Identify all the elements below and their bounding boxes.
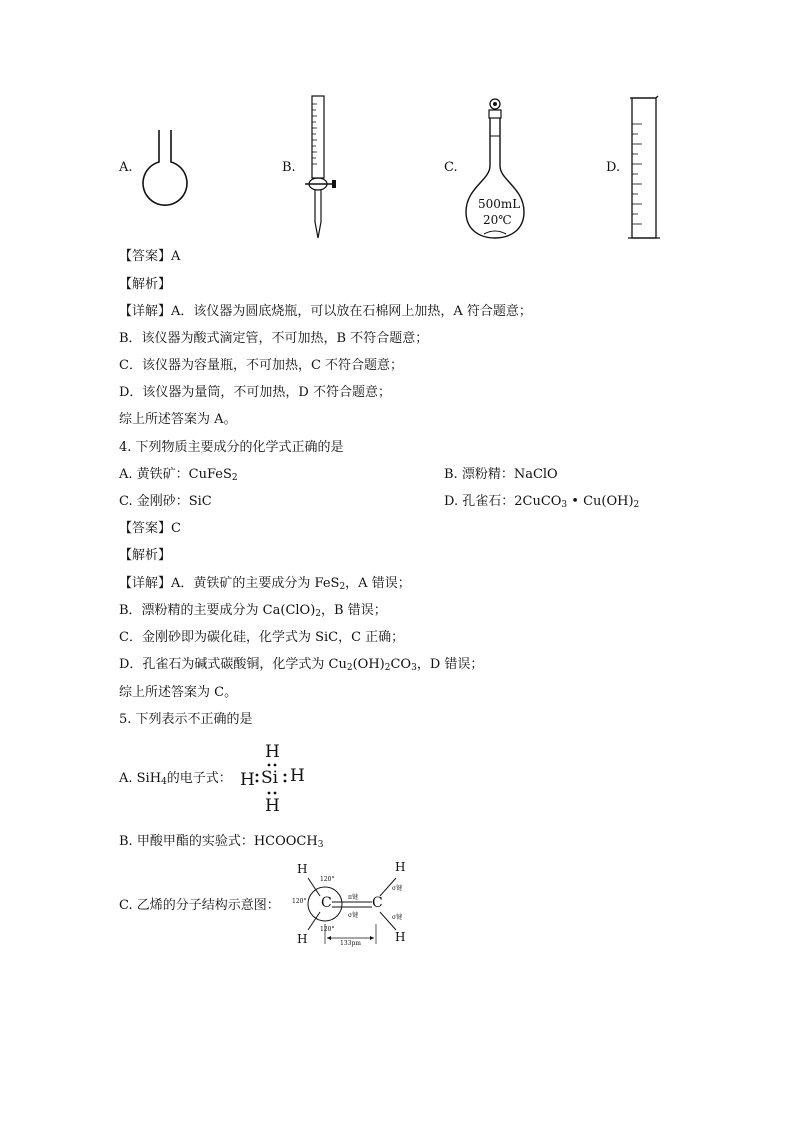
q4-summary: 综上所述答案为 C。 <box>119 685 238 700</box>
q5-stem: 5. 下列表示不正确的是 <box>119 712 253 727</box>
ethylene-carbon-right: C <box>372 895 383 911</box>
ethylene-bonds <box>292 858 412 950</box>
q3-summary: 综上所述答案为 A。 <box>119 412 237 427</box>
lewis-si: Si <box>261 768 279 788</box>
lewis-h-bottom: H <box>265 796 280 816</box>
ethylene-h-top-left: H <box>297 862 308 876</box>
ethylene-structure-diagram <box>292 858 412 950</box>
q4-detail-b: B．漂粉精的主要成分为 $Ca(ClO)_2$，B 错误； <box>119 603 387 619</box>
q3-detail-d: D．该仪器为量筒，不可加热，D 不符合题意； <box>119 385 391 400</box>
option-d-label: D. <box>606 160 621 175</box>
ethylene-h-bottom-left: H <box>297 932 308 946</box>
q3-detail-b: B．该仪器为酸式滴定管，不可加热，B 不符合题意； <box>119 331 429 346</box>
q4-option-d: D. 孔雀石：2CuCO$_3$ • $Cu(OH)_2$ <box>444 494 640 510</box>
q5-option-b: B. 甲酸甲酯的实验式：$HCOOCH_3$ <box>119 834 324 850</box>
measuring-cylinder-figure <box>626 94 662 242</box>
q5-option-a: A. SiH$_4$的电子式： <box>119 771 232 787</box>
round-bottom-flask-figure <box>140 128 190 208</box>
option-a-label: A. <box>119 160 133 175</box>
ethylene-carbon-left: C <box>321 895 332 911</box>
q4-option-c: C. 金刚砂：SiC <box>119 494 212 509</box>
lewis-h-right: H <box>290 766 305 786</box>
q3-detail-c: C．该仪器为容量瓶，不可加热，C 不符合题意； <box>119 358 404 373</box>
flask-volume-label: 500mL <box>478 197 521 211</box>
q4-option-a: A. 黄铁矿：CuFeS$_2$ <box>119 467 238 483</box>
q4-detail-a: 【详解】A．黄铁矿的主要成分为 FeS$_2$，A 错误； <box>119 576 411 592</box>
lewis-electron-dots <box>238 742 308 816</box>
ethylene-sigma-bond-label-bottom: σ键 <box>392 914 403 921</box>
ethylene-angle-top: 120° <box>320 876 335 883</box>
q4-detail-c: C．金刚砂即为碳化硅，化学式为 SiC，C 正确； <box>119 630 405 645</box>
q4-detail-d: D．孔雀石为碱式碳酸铜，化学式为 $Cu_2(OH)_2CO_3$，D 错误； <box>119 657 484 673</box>
option-b-label: B. <box>282 160 296 175</box>
ethylene-h-bottom-right: H <box>395 930 406 944</box>
ethylene-sigma-bond-label-top: σ键 <box>392 885 403 892</box>
ethylene-h-top-right: H <box>395 860 406 874</box>
q5-option-c: C. 乙烯的分子结构示意图： <box>119 898 280 913</box>
q3-detail-a: 【详解】A．该仪器为圆底烧瓶，可以放在石棉网上加热，A 符合题意； <box>119 304 532 319</box>
lewis-h-left: H <box>240 770 255 790</box>
q4-stem: 4. 下列物质主要成分的化学式正确的是 <box>119 440 344 455</box>
acid-burette-figure <box>302 94 342 242</box>
q4-answer: 【答案】C <box>119 521 181 536</box>
q4-analysis-heading: 【解析】 <box>119 548 172 563</box>
ethylene-bond-length-label: 133pm <box>340 940 361 947</box>
flask-temperature-label: 20℃ <box>483 213 512 227</box>
q3-analysis-heading: 【解析】 <box>119 277 172 292</box>
sih4-lewis-structure <box>238 742 308 816</box>
ethylene-angle-left: 120° <box>292 898 307 905</box>
ethylene-pi-bond-label: π键 <box>348 894 358 901</box>
q4-option-b: B. 漂粉精：NaClO <box>444 467 558 482</box>
ethylene-angle-bottom: 120° <box>320 926 335 933</box>
q3-answer: 【答案】A <box>119 249 181 264</box>
lewis-h-top: H <box>265 742 280 762</box>
option-c-label: C. <box>444 160 458 175</box>
ethylene-sigma-bond-label-center: σ键 <box>348 912 359 919</box>
